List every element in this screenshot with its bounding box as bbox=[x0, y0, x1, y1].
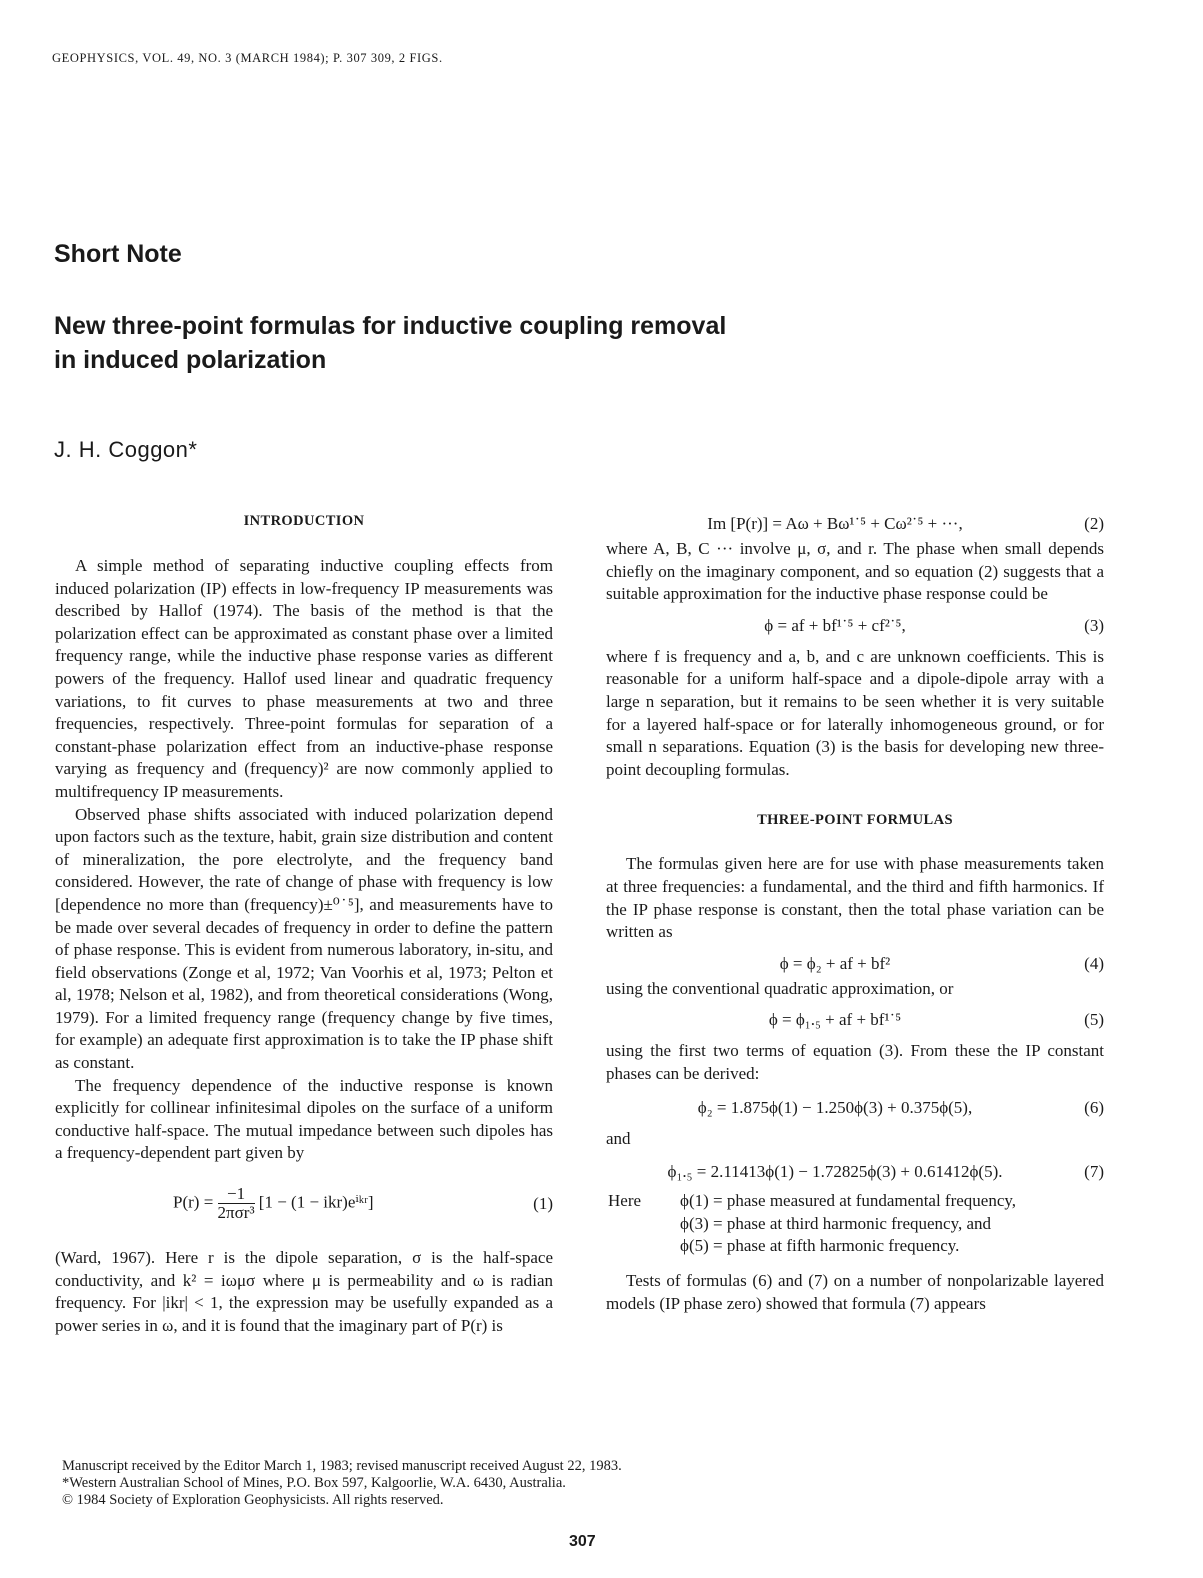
equation-5-number: (5) bbox=[1084, 1010, 1104, 1030]
equation-1-denominator: 2πσr³ bbox=[217, 1203, 255, 1223]
equation-2-expression: Im [P(r)] = Aω + Bω¹˙⁵ + Cω²˙⁵ + ···, bbox=[707, 514, 963, 533]
introduction-heading: INTRODUCTION bbox=[243, 513, 365, 529]
three-point-formulas-heading: THREE-POINT FORMULAS bbox=[757, 812, 953, 829]
definition-phi-1: ϕ(1) = phase measured at fundamental frequency, bbox=[680, 1191, 1017, 1211]
equation-4-expression: ϕ = ϕ₂ + af + bf² bbox=[779, 953, 891, 973]
equation-7 bbox=[606, 1158, 1104, 1186]
equation-3 bbox=[606, 612, 1104, 640]
equation-4-number: (4) bbox=[1084, 953, 1104, 973]
equation-1-numerator: −1 bbox=[218, 1185, 255, 1204]
equation-7-expression: ϕ₁.₅ = 2.11413ϕ(1) − 1.72825ϕ(3) + 0.61412ϕ(5). bbox=[667, 1162, 1003, 1182]
and-word: and bbox=[606, 1128, 631, 1148]
equation-1-fraction bbox=[218, 1185, 255, 1222]
equation-2-number: (2) bbox=[1084, 514, 1104, 533]
paragraph-8: using the conventional quadratic approximation, or bbox=[606, 978, 954, 998]
intro-paragraph-4: (Ward, 1967). Here r is the dipole separation, σ is the half-space conductivity, and k² = iωμσ where μ is permeability and ω is radian frequency. For |ikr| < 1, the expression may be usefully expanded as a power series in ω, and it is found that the imaginary part of P(r) is bbox=[55, 1248, 553, 1335]
equation-4 bbox=[606, 950, 1104, 978]
equation-7-number: (7) bbox=[1084, 1162, 1104, 1182]
equation-2 bbox=[606, 510, 1104, 538]
equation-3-number: (3) bbox=[1084, 615, 1104, 635]
definition-phi-3: ϕ(3) = phase at third harmonic frequency, and bbox=[680, 1213, 992, 1233]
footnote-affiliation: *Western Australian School of Mines, P.O. Box 597, Kalgoorlie, W.A. 6430, Australia. bbox=[62, 1475, 566, 1491]
equation-6-expression: ϕ₂ = 1.875ϕ(1) − 1.250ϕ(3) + 0.375ϕ(5), bbox=[697, 1097, 973, 1117]
definitions-list bbox=[680, 1190, 1016, 1258]
paragraph-9: using the first two terms of equation (3). From these the IP constant phases can be derived: bbox=[606, 1041, 1104, 1083]
equation-1-rhs: [1 − (1 − ikr)eⁱᵏʳ] bbox=[258, 1192, 374, 1212]
equation-6 bbox=[606, 1094, 1104, 1122]
author: J. H. Coggon* bbox=[54, 437, 198, 462]
intro-paragraph-1: A simple method of separating inductive coupling effects from induced polarization (IP) effects in low-frequency IP measurements was described by Hallof (1974). The basis of the method is that the polarization effect can be approximated as constant phase over a limited frequency range, while the inductive phase response varies as different powers of the frequency. Hallof used linear and quadratic frequency variations, to fit curves to phase measurements at two and three frequencies, respectively. Three-point formulas for separation of a constant-phase polarization effect from an inductive-phase response varying as frequency and (frequency)² are now commonly applied to multifrequency IP measurements. bbox=[55, 556, 553, 801]
paper-title: New three-point formulas for inductive coupling removal in induced polarization bbox=[54, 312, 727, 374]
equation-1-lhs: P(r) = bbox=[173, 1192, 214, 1212]
intro-paragraph-2: Observed phase shifts associated with induced polarization depend upon factors such as the texture, habit, grain size distribution and content of mineralization, the pore electrolyte, and the frequency band considered. However, the rate of change of phase with frequency is low [dependence no more than (frequency)±⁰˙⁵], and measurements have to be made over several decades of frequency in order to define the pattern of phase response. This is evident from numerous laboratory, in-situ, and field observations (Zonge et al, 1972; Van Voorhis et al, 1973; Pelton et al, 1978; Nelson et al, 1982), and from theoretical considerations (Wong, 1979). For a limited frequency range (frequency change by five times, for example) an adequate first approximation is to take the IP phase shift as constant. bbox=[55, 804, 553, 1073]
intro-paragraph-3: The frequency dependence of the inductive response is known explicitly for collinear infinitesimal dipoles on the surface of a uniform conductive half-space. The mutual impedance between such dipoles has a frequency-dependent part given by bbox=[55, 1075, 553, 1163]
journal-header: GEOPHYSICS, VOL. 49, NO. 3 (MARCH 1984); P. 307 309, 2 FIGS. bbox=[52, 51, 443, 65]
right-column bbox=[606, 510, 1104, 1315]
equation-6-number: (6) bbox=[1084, 1097, 1104, 1117]
footnotes bbox=[62, 1458, 622, 1509]
page-number: 307 bbox=[569, 1533, 596, 1550]
equation-5 bbox=[606, 1006, 1104, 1034]
footnote-received: Manuscript received by the Editor March 1, 1983; revised manuscript received August 22, 1983. bbox=[62, 1458, 622, 1474]
definitions-block bbox=[606, 1190, 1104, 1258]
paragraph-10: Tests of formulas (6) and (7) on a number of nonpolarizable layered models (IP phase zero) showed that formula (7) appears bbox=[606, 1271, 1104, 1313]
section-label: Short Note bbox=[54, 240, 182, 268]
equation-1-number: (1) bbox=[533, 1194, 553, 1214]
equation-5-expression: ϕ = ϕ₁.₅ + af + bf¹˙⁵ bbox=[768, 1010, 902, 1030]
paragraph-6: where f is frequency and a, b, and c are unknown coefficients. This is reasonable for a uniform half-space and a dipole-dipole array with a large n separation, but it remains to be seen whether it is very suitable for a layered half-space or for laterally inhomogeneous ground, or for small n separations. Equation (3) is the basis for developing new three-point decoupling formulas. bbox=[606, 646, 1104, 779]
equation-3-expression: ϕ = af + bf¹˙⁵ + cf²˙⁵, bbox=[764, 615, 906, 635]
paragraph-7: The formulas given here are for use with phase measurements taken at three frequencies: a fundamental, and the third and fifth harmonics. If the IP phase response is constant, then the total phase variation can be written as bbox=[606, 854, 1104, 942]
footnote-copyright: © 1984 Society of Exploration Geophysicists. All rights reserved. bbox=[62, 1492, 444, 1508]
definition-phi-5: ϕ(5) = phase at fifth harmonic frequency. bbox=[680, 1236, 960, 1256]
left-column bbox=[55, 510, 553, 1337]
paragraph-5: where A, B, C ··· involve μ, σ, and r. The phase when small depends chiefly on the imaginary component, and so equation (2) suggests that a suitable approximation for the inductive phase response could be bbox=[606, 539, 1104, 604]
here-label: Here bbox=[608, 1191, 642, 1211]
equation-1 bbox=[55, 1181, 553, 1225]
